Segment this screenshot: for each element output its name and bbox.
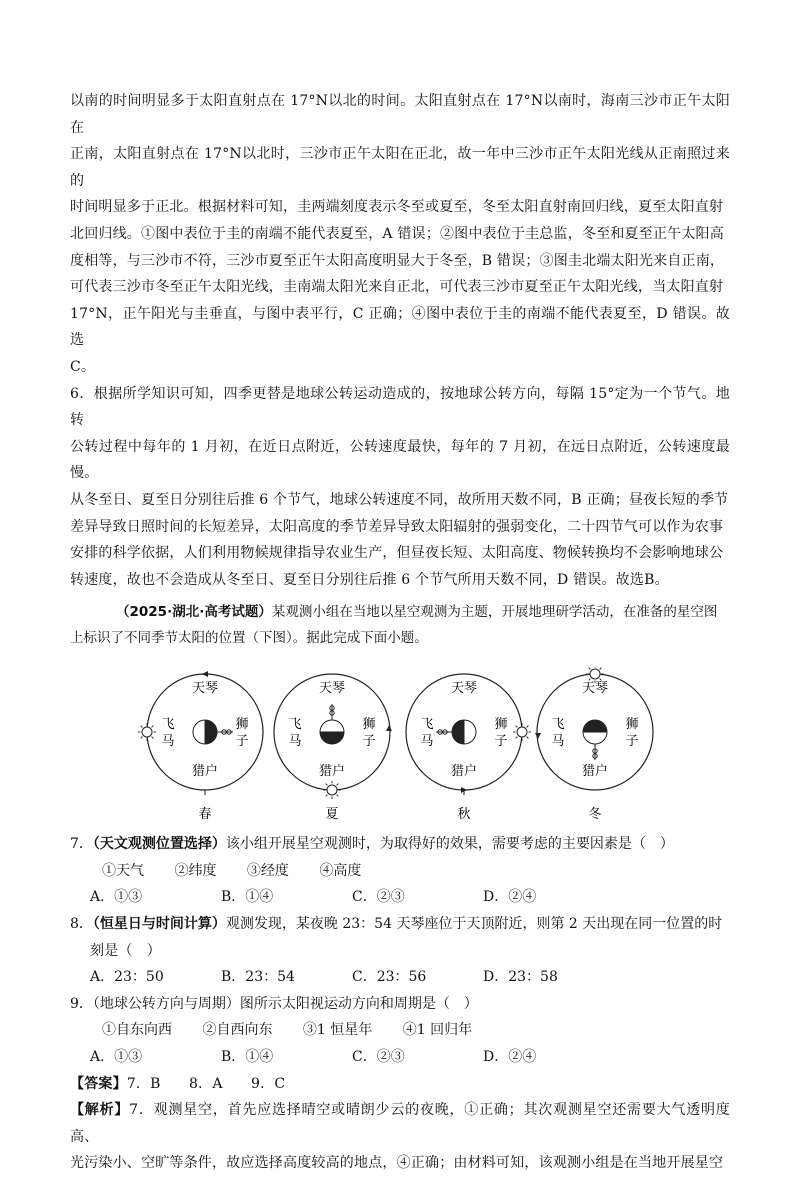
text-line: 北回归线。①图中表位于圭的南端不能代表夏至，A 错误；②图中表位于圭总监，冬至和夏至正午太阳高	[70, 225, 724, 242]
svg-text:飞: 飞	[288, 717, 302, 733]
svg-text:狮: 狮	[235, 717, 249, 733]
label-tianqin: 天琴	[191, 681, 219, 697]
q9-option: ①自东向西	[102, 1022, 172, 1039]
season-label-summer: 夏	[325, 807, 339, 823]
analysis-line: 【解析】7．观测星空，首先应选择晴空或晴朗少云的夜晚，①正确；其次观测星空还需要大气透明度高、	[70, 1102, 730, 1145]
q7-options	[70, 858, 730, 885]
choice-b[interactable]: B．23：54	[221, 969, 295, 986]
q7-option: ③经度	[246, 862, 289, 879]
season-label-winter: 冬	[588, 807, 602, 823]
text-line: 正南，太阳直射点在 17°N以北时，三沙市正午太阳在正北，故一年中三沙市正午太阳光线从正南照过来的	[70, 146, 730, 189]
svg-text:子: 子	[494, 734, 508, 750]
chart-summer	[274, 674, 392, 822]
q6-explanation	[70, 381, 730, 594]
choice-d[interactable]: D．②④	[483, 889, 537, 906]
text-line: 度相等，与三沙市不符，三沙市夏至正午太阳高度明显大于冬至，B 错误；③图圭北端太阳光来自正南，	[70, 252, 725, 269]
chart-spring	[138, 671, 263, 822]
answer-text: 7．B 8．A 9．C	[126, 1075, 286, 1092]
svg-text:子: 子	[625, 734, 639, 750]
svg-text:猎户: 猎户	[450, 764, 478, 780]
text-line: 17°N，正午阳光与圭垂直，与图中表平行，C 正确；④图中表位于圭的南端不能代表夏至，D 错误。故选	[70, 305, 730, 349]
analysis-label: 【解析】	[70, 1102, 130, 1119]
analysis-line-2: 光污染小、空旷等条件，故应选择高度较高的地点，④正确；由材料可知，该观测小组是在当地开展星空	[70, 1155, 724, 1172]
svg-text:子: 子	[362, 734, 376, 750]
text-line: 可代表三沙市冬至正午太阳光线，圭南端太阳光来自正北，可代表三沙市夏至正午太阳光线，当太阳直射	[70, 279, 724, 296]
svg-text:猎户: 猎户	[581, 764, 609, 780]
text-line: 公转过程中每年的 1 月初，在近日点附近，公转速度最快，每年的 7 月初，在远日点附近，公转速度最慢。	[70, 438, 730, 482]
text-line: 6．根据所学知识可知，四季更替是地球公转运动造成的，按地球公转方向，每隔 15°定为一个节气。地转	[70, 385, 730, 429]
text-line: 从冬至日、夏至日分别往后推 6 个节气，地球公转速度不同，故所用天数不同，B 正确；昼夜长短的季节	[70, 491, 729, 508]
text-line: 以南的时间明显多于太阳直射点在 17°N以北的时间。太阳直射点在 17°N以南时，海南三沙市正午太阳在	[70, 93, 730, 136]
svg-text:马: 马	[420, 734, 434, 750]
svg-text:子: 子	[235, 734, 249, 750]
choice-b[interactable]: B．①④	[221, 1049, 274, 1066]
star-chart-figure	[70, 667, 730, 825]
q9-choices	[70, 1044, 730, 1071]
text-line: 差异导致日照时间的长短差异，太阳高度的季节差异导致太阳辐射的强弱变化，二十四节气可以作为农事	[70, 518, 724, 535]
choice-a[interactable]: A．23：50	[90, 969, 164, 986]
choice-c[interactable]: C．23：56	[352, 969, 427, 986]
explanation-top	[70, 88, 730, 381]
question-8: 8．（恒星日与时间计算）观测发现，某夜晚 23：54 天琴座位于天顶附近，则第 2 天出现在同一位置的时	[70, 916, 723, 933]
question-tag: （地球公转方向与周期）	[92, 995, 240, 1012]
q9-option: ④1 回归年	[402, 1022, 473, 1039]
choice-a[interactable]: A．①③	[90, 889, 143, 906]
svg-text:飞: 飞	[420, 717, 434, 733]
season-label-spring: 春	[198, 807, 212, 823]
text-line: 时间明显多于正北。根据材料可知，圭两端刻度表示冬至或夏至，冬至太阳直射南回归线，夏至太阳直射	[70, 199, 724, 216]
svg-text:马: 马	[288, 734, 302, 750]
svg-text:天琴: 天琴	[581, 681, 609, 697]
choice-a[interactable]: A．①③	[90, 1049, 143, 1066]
choice-b[interactable]: B．①④	[221, 889, 274, 906]
answer-line	[70, 1071, 730, 1098]
svg-text:猎户: 猎户	[191, 764, 219, 780]
svg-text:猎户: 猎户	[318, 764, 346, 780]
season-label-autumn: 秋	[457, 807, 471, 823]
source-tag: （2025·湖北·高考试题）	[116, 604, 272, 621]
svg-text:天琴: 天琴	[450, 681, 478, 697]
text-line: C。	[70, 358, 96, 375]
q8-choices	[70, 964, 730, 991]
question-intro	[70, 599, 730, 625]
svg-text:狮: 狮	[362, 717, 376, 733]
question-intro-2: 上标识了不同季节太阳的位置（下图）。据此完成下面小题。	[70, 630, 428, 647]
choice-c[interactable]: C．②③	[352, 1049, 405, 1066]
q7-option: ①天气	[102, 862, 144, 879]
svg-text:马: 马	[551, 734, 565, 750]
q9-options	[70, 1017, 730, 1044]
question-tag: （天文观测位置选择）	[92, 836, 226, 853]
text-line: 安排的科学依据，人们利用物候规律指导农业生产，但昼夜长短、太阳高度、物候转换均不会影响地球公	[70, 545, 724, 562]
choice-d[interactable]: D．②④	[483, 1049, 537, 1066]
text-line: 转速度，故也不会造成从冬至日、夏至日分别往后推 6 个节气所用天数不同，D 错误。故选B。	[70, 571, 669, 588]
question-tag: （恒星日与时间计算）	[92, 916, 226, 933]
choice-c[interactable]: C．②③	[352, 889, 405, 906]
question-8-line2: 刻是（ ）	[90, 942, 161, 959]
q7-option: ②纬度	[174, 862, 217, 879]
svg-text:狮: 狮	[494, 717, 508, 733]
svg-text:飞: 飞	[551, 717, 565, 733]
chart-autumn	[406, 674, 531, 822]
star-chart-svg	[130, 667, 670, 825]
q9-option: ②自西向东	[202, 1022, 273, 1039]
intro-text: 某观测小组在当地以星空观测为主题，开展地理研学活动，在准备的星空图	[271, 604, 718, 621]
question-9: 9．（地球公转方向与周期）图所示太阳视运动方向和周期是（ ）	[70, 995, 478, 1012]
q7-choices	[70, 884, 730, 911]
question-7: 7．（天文观测位置选择）该小组开展星空观测时，为取得好的效果，需要考虑的主要因素是（ ）	[70, 836, 674, 853]
svg-text:狮: 狮	[625, 717, 639, 733]
answer-label: 【答案】	[70, 1075, 127, 1092]
svg-text:飞: 飞	[161, 717, 175, 733]
choice-d[interactable]: D．23：58	[483, 969, 558, 986]
q7-option: ④高度	[319, 862, 362, 879]
page-content	[70, 88, 730, 1177]
svg-text:马: 马	[161, 734, 175, 750]
chart-winter	[535, 667, 653, 822]
q9-option: ③1 恒星年	[302, 1022, 373, 1039]
svg-text:天琴: 天琴	[318, 681, 346, 697]
